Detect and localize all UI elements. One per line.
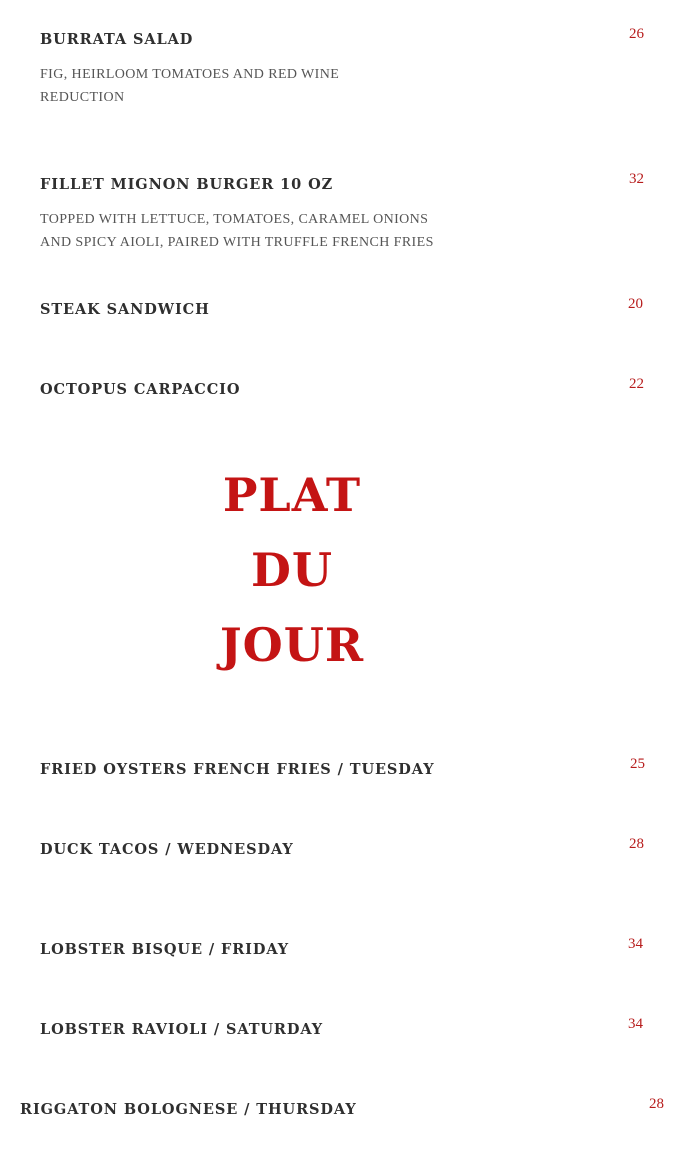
description-line: AND SPICY AIOLI, PAIRED WITH TRUFFLE FRENCH FRIES [40, 235, 434, 250]
item-description [40, 63, 460, 109]
item-price: 28 [629, 836, 644, 852]
item-description [40, 208, 460, 254]
item-price: 34 [628, 936, 643, 952]
item-name: RIGGATON BOLOGNESE / THURSDAY [20, 1101, 357, 1118]
item-name: FRIED OYSTERS FRENCH FRIES / TUESDAY [40, 761, 435, 778]
description-line: REDUCTION [40, 90, 125, 105]
description-line: TOPPED WITH LETTUCE, TOMATOES, CARAMEL ONIONS [40, 212, 429, 227]
item-name: LOBSTER BISQUE / FRIDAY [40, 941, 290, 958]
item-price: 32 [629, 171, 644, 187]
section-title-line: PLAT [222, 468, 362, 522]
section-title [142, 458, 442, 683]
item-name: FILLET MIGNON BURGER 10 OZ [40, 176, 334, 193]
item-price: 20 [628, 296, 643, 312]
section-title-line: JOUR [219, 618, 365, 672]
section-title-line: DU [250, 543, 333, 597]
item-price: 25 [630, 756, 645, 772]
item-price: 26 [629, 26, 644, 42]
item-name: STEAK SANDWICH [40, 301, 210, 318]
item-name: OCTOPUS CARPACCIO [40, 381, 241, 398]
item-name: DUCK TACOS / WEDNESDAY [40, 841, 294, 858]
item-price: 28 [649, 1096, 664, 1112]
item-name: LOBSTER RAVIOLI / SATURDAY [40, 1021, 324, 1038]
description-line: FIG, HEIRLOOM TOMATOES AND RED WINE [40, 67, 340, 82]
item-name: BURRATA SALAD [40, 31, 194, 48]
item-price: 34 [628, 1016, 643, 1032]
item-price: 22 [629, 376, 644, 392]
